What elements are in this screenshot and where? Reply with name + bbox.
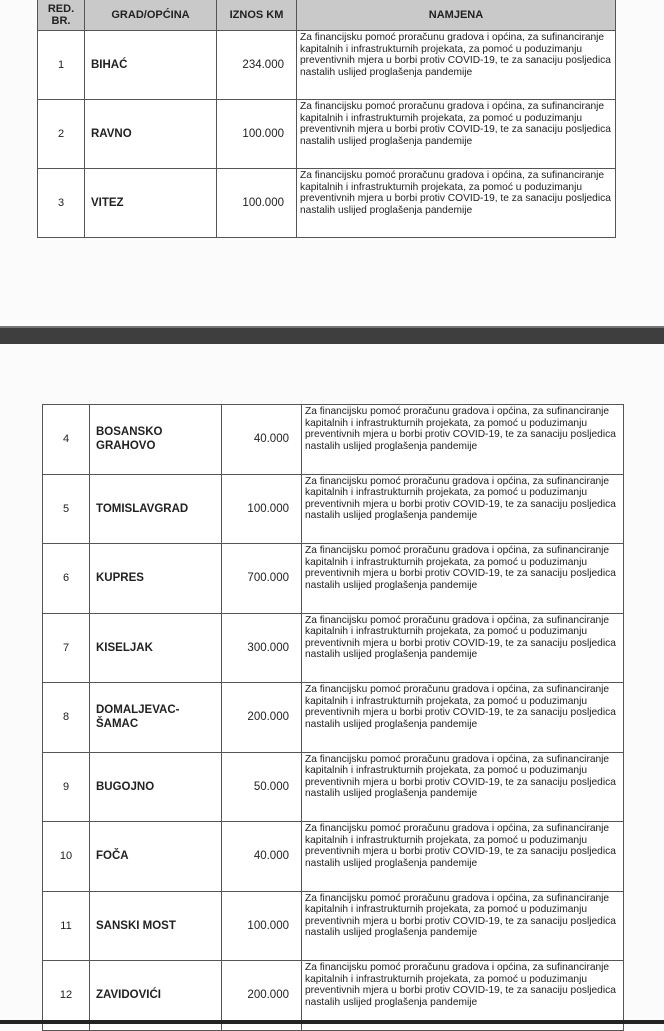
row-number: 2: [38, 100, 85, 169]
header-num: RED. BR.: [38, 0, 85, 31]
bottom-edge: [0, 1020, 664, 1024]
table-header-row: [38, 0, 616, 31]
row-number: 4: [43, 405, 90, 475]
header-city: GRAD/OPĆINA: [85, 0, 217, 31]
row-city: SANSKI MOST: [90, 891, 222, 961]
row-city: BOSANSKO GRAHOVO: [90, 405, 222, 475]
row-purpose: Za financijsku pomoć proračunu gradova i općina, za sufinanciranje kapitalnih i infrastrukturnih projekata, za pomoć u poduzimanju preventivnih mjera u borbi protiv COVID-19, te za sanaciju posljedica nastalih uslijed proglašenja pandemije: [302, 683, 624, 753]
table-row: [43, 474, 624, 544]
row-city: RAVNO: [85, 100, 217, 169]
row-amount: 100.000: [222, 891, 302, 961]
row-purpose: Za financijsku pomoć proračunu gradova i općina, za sufinanciranje kapitalnih i infrastrukturnih projekata, za pomoć u poduzimanju preventivnih mjera u borbi protiv COVID-19, te za sanaciju posljedica nastalih uslijed proglašenja pandemije: [297, 169, 616, 238]
row-city: KUPRES: [90, 544, 222, 614]
row-city: VITEZ: [85, 169, 217, 238]
table-row: [43, 544, 624, 614]
row-amount: 40.000: [222, 405, 302, 475]
row-purpose: Za financijsku pomoć proračunu gradova i općina, za sufinanciranje kapitalnih i infrastrukturnih projekata, za pomoć u poduzimanju preventivnih mjera u borbi protiv COVID-19, te za sanaciju posljedica nastalih uslijed proglašenja pandemije: [302, 961, 624, 1031]
row-number: 11: [43, 891, 90, 961]
row-amount: 300.000: [222, 613, 302, 683]
row-amount: 200.000: [222, 961, 302, 1031]
row-number: 3: [38, 169, 85, 238]
page-break-divider: [0, 326, 664, 344]
row-amount: 40.000: [222, 822, 302, 892]
table-row: [38, 100, 616, 169]
row-purpose: Za financijsku pomoć proračunu gradova i općina, za sufinanciranje kapitalnih i infrastrukturnih projekata, za pomoć u poduzimanju preventivnih mjera u borbi protiv COVID-19, te za sanaciju posljedica nastalih uslijed proglašenja pandemije: [297, 100, 616, 169]
row-city: KISELJAK: [90, 613, 222, 683]
row-number: 5: [43, 474, 90, 544]
allocation-table-page-2: [42, 404, 624, 1031]
row-purpose: Za financijsku pomoć proračunu gradova i općina, za sufinanciranje kapitalnih i infrastrukturnih projekata, za pomoć u poduzimanju preventivnih mjera u borbi protiv COVID-19, te za sanaciju posljedica nastalih uslijed proglašenja pandemije: [302, 474, 624, 544]
row-purpose: Za financijsku pomoć proračunu gradova i općina, za sufinanciranje kapitalnih i infrastrukturnih projekata, za pomoć u poduzimanju preventivnih mjera u borbi protiv COVID-19, te za sanaciju posljedica nastalih uslijed proglašenja pandemije: [302, 822, 624, 892]
row-city: TOMISLAVGRAD: [90, 474, 222, 544]
row-number: 8: [43, 683, 90, 753]
row-number: 12: [43, 961, 90, 1031]
table-row: [43, 752, 624, 822]
row-city: ZAVIDOVIĆI: [90, 961, 222, 1031]
row-amount: 200.000: [222, 683, 302, 753]
row-amount: 100.000: [222, 474, 302, 544]
header-purpose: NAMJENA: [297, 0, 616, 31]
row-amount: 100.000: [217, 169, 297, 238]
row-purpose: Za financijsku pomoć proračunu gradova i općina, za sufinanciranje kapitalnih i infrastrukturnih projekata, za pomoć u poduzimanju preventivnih mjera u borbi protiv COVID-19, te za sanaciju posljedica nastalih uslijed proglašenja pandemije: [302, 544, 624, 614]
row-city: BIHAĆ: [85, 31, 217, 100]
row-amount: 50.000: [222, 752, 302, 822]
row-city: BUGOJNO: [90, 752, 222, 822]
row-purpose: Za financijsku pomoć proračunu gradova i općina, za sufinanciranje kapitalnih i infrastrukturnih projekata, za pomoć u poduzimanju preventivnih mjera u borbi protiv COVID-19, te za sanaciju posljedica nastalih uslijed proglašenja pandemije: [302, 891, 624, 961]
table-row: [43, 822, 624, 892]
row-amount: 234.000: [217, 31, 297, 100]
row-purpose: Za financijsku pomoć proračunu gradova i općina, za sufinanciranje kapitalnih i infrastrukturnih projekata, za pomoć u poduzimanju preventivnih mjera u borbi protiv COVID-19, te za sanaciju posljedica nastalih uslijed proglašenja pandemije: [302, 613, 624, 683]
row-number: 10: [43, 822, 90, 892]
table-row: [38, 31, 616, 100]
table-row: [43, 683, 624, 753]
row-amount: 700.000: [222, 544, 302, 614]
row-purpose: Za financijsku pomoć proračunu gradova i općina, za sufinanciranje kapitalnih i infrastrukturnih projekata, za pomoć u poduzimanju preventivnih mjera u borbi protiv COVID-19, te za sanaciju posljedica nastalih uslijed proglašenja pandemije: [302, 405, 624, 475]
row-number: 1: [38, 31, 85, 100]
row-number: 7: [43, 613, 90, 683]
row-purpose: Za financijsku pomoć proračunu gradova i općina, za sufinanciranje kapitalnih i infrastrukturnih projekata, za pomoć u poduzimanju preventivnih mjera u borbi protiv COVID-19, te za sanaciju posljedica nastalih uslijed proglašenja pandemije: [297, 31, 616, 100]
row-purpose: Za financijsku pomoć proračunu gradova i općina, za sufinanciranje kapitalnih i infrastrukturnih projekata, za pomoć u poduzimanju preventivnih mjera u borbi protiv COVID-19, te za sanaciju posljedica nastalih uslijed proglašenja pandemije: [302, 752, 624, 822]
row-city: DOMALJEVAC-ŠAMAC: [90, 683, 222, 753]
row-number: 6: [43, 544, 90, 614]
header-amount: IZNOS KM: [217, 0, 297, 31]
row-city: FOČA: [90, 822, 222, 892]
row-amount: 100.000: [217, 100, 297, 169]
allocation-table-page-1: [37, 0, 616, 238]
table-row: [43, 613, 624, 683]
table-row: [38, 169, 616, 238]
table-row: [43, 405, 624, 475]
table-row: [43, 891, 624, 961]
row-number: 9: [43, 752, 90, 822]
